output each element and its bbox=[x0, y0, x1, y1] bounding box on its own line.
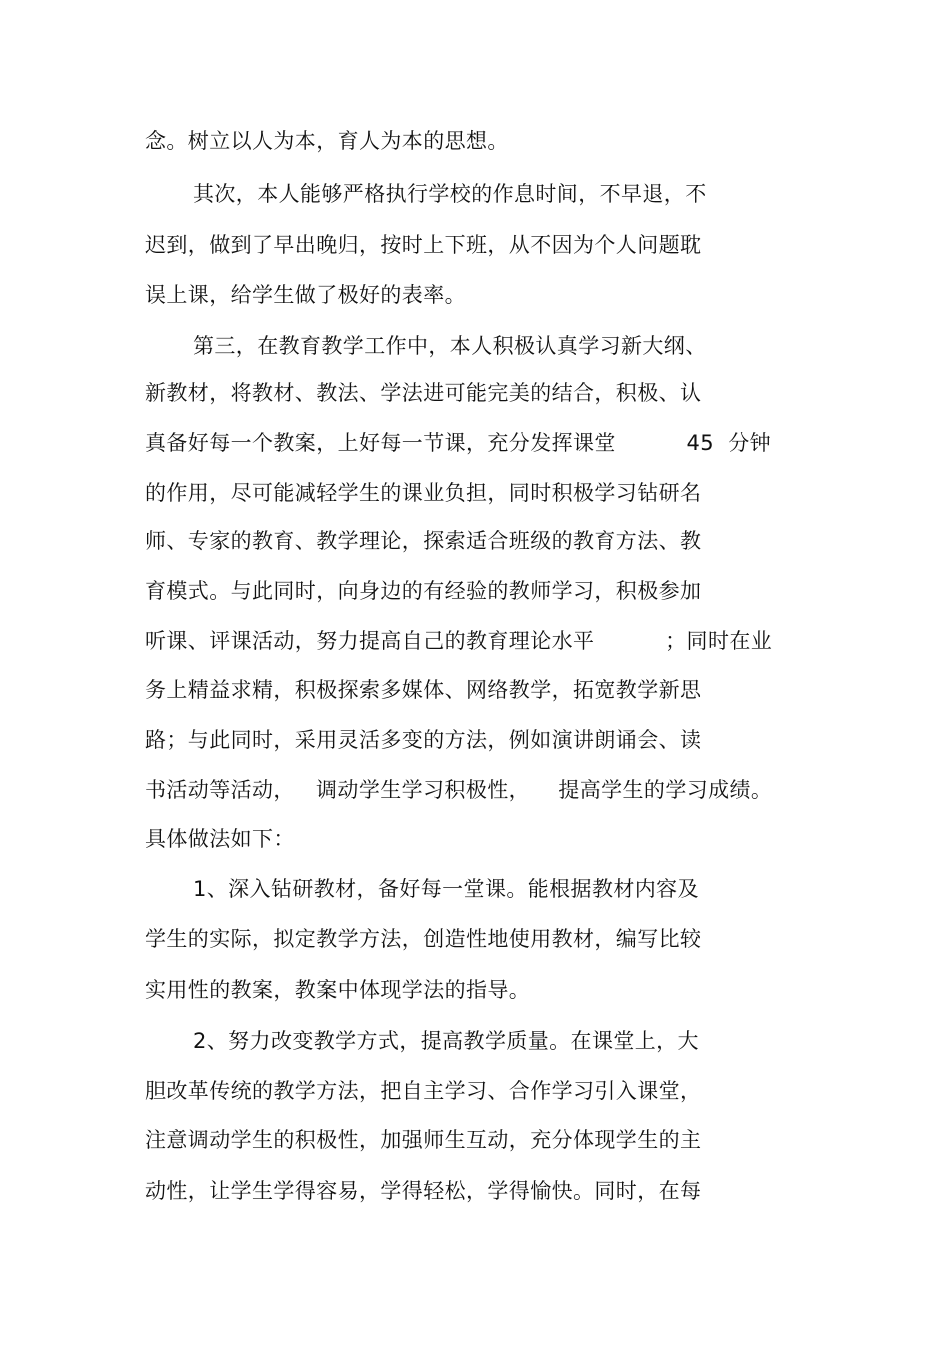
text-line: 的作用，尽可能减轻学生的课业负担，同时积极学习钻研名 bbox=[145, 481, 702, 505]
text-line: 真备好每一个教案，上好每一节课，充分发挥课堂 45 分钟 bbox=[145, 431, 772, 455]
paragraph-start-line: 第三，在教育教学工作中，本人积极认真学习新大纲、 bbox=[193, 334, 707, 358]
paragraph-start-line: 2、努力改变教学方式，提高教学质量。在课堂上，大 bbox=[193, 1029, 699, 1053]
text-line: 动性，让学生学得容易，学得轻松，学得愉快。同时，在每 bbox=[145, 1179, 702, 1203]
paragraph-start-line: 1、深入钻研教材，备好每一堂课。能根据教材内容及 bbox=[193, 877, 699, 901]
paragraph-start-line: 其次，本人能够严格执行学校的作息时间，不早退，不 bbox=[193, 182, 707, 206]
text-line: 务上精益求精，积极探索多媒体、网络教学，拓宽教学新思 bbox=[145, 678, 702, 702]
text-line: 学生的实际，拟定教学方法，创造性地使用教材，编写比较 bbox=[145, 927, 702, 951]
text-line: 路；与此同时，采用灵活多变的方法，例如演讲朗诵会、读 bbox=[145, 728, 702, 752]
text-line: 胆改革传统的教学方法，把自主学习、合作学习引入课堂， bbox=[145, 1079, 702, 1103]
text-line: 新教材，将教材、教法、学法进可能完美的结合，积极、认 bbox=[145, 381, 702, 405]
text-line: 听课、评课活动，努力提高自己的教育理论水平 ；同时在业 bbox=[145, 629, 773, 653]
text-line: 具体做法如下： bbox=[145, 827, 295, 851]
text-line: 师、专家的教育、教学理论，探索适合班级的教育方法、教 bbox=[145, 529, 702, 553]
text-line: 迟到，做到了早出晚归，按时上下班，从不因为个人问题耽 bbox=[145, 233, 702, 257]
text-line: 书活动等活动， 调动学生学习积极性， 提高学生的学习成绩。 bbox=[145, 778, 773, 802]
text-line: 念。树立以人为本，育人为本的思想。 bbox=[145, 129, 509, 153]
text-line: 注意调动学生的积极性，加强师生互动，充分体现学生的主 bbox=[145, 1128, 702, 1152]
text-line: 误上课，给学生做了极好的表率。 bbox=[145, 283, 466, 307]
text-line: 育模式。与此同时，向身边的有经验的教师学习，积极参加 bbox=[145, 579, 702, 603]
text-line: 实用性的教案，教案中体现学法的指导。 bbox=[145, 978, 531, 1002]
